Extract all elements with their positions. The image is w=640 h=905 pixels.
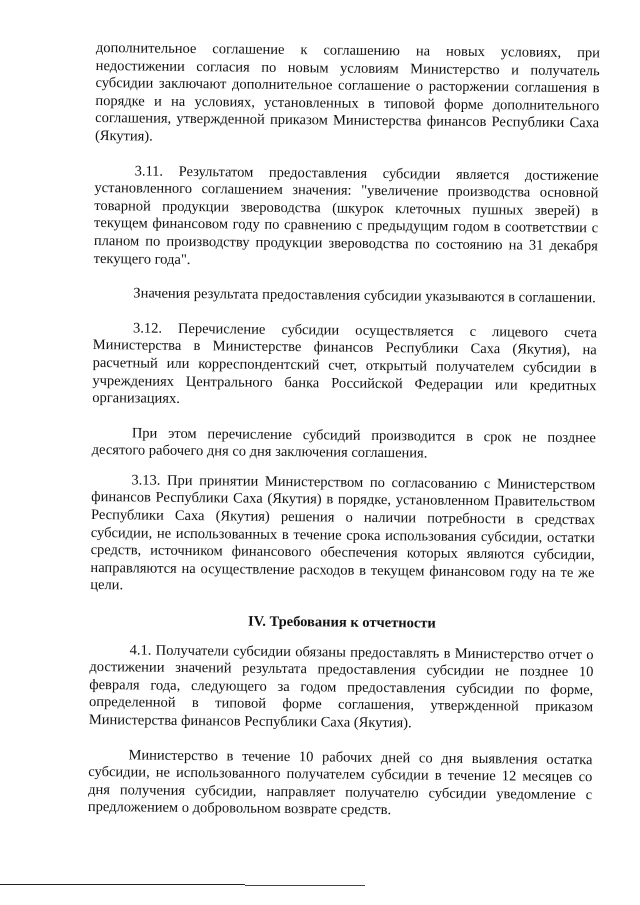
paragraph-continuation: дополнительное соглашение к соглашению на новых условиях, при недостижении согласия по новым условиям Министерство и получатель субсидии заключают дополнительное соглашение о расторжении соглашения в порядке и на условиях, установленных в типовой форме дополнительного соглашения, утвержденной приказом Министерства финансов Республики Саха (Якутия).	[94, 40, 600, 145]
footer-rule	[0, 884, 245, 885]
paragraph-3-13: 3.13. При принятии Министерством по согласованию с Министерством финансов Республики Саха (Якутия) в порядке, установленном Правительством Республики Саха (Якутия) решения о наличии потребности в средствах субсидии, не использованных в течение срока использования субсидии, остатки средств, источником финансового обеспечения которых являются субсидии, направляются на осуществление расходов в текущем финансовом году на те же цели.	[90, 472, 596, 594]
paragraph-refund-notice: Министерство в течение 10 рабочих дней со дня выявления остатка субсидии, не использованного получателем субсидии в течение 12 месяцев со дня получения субсидии, направляет получателю субсидии уведомление с предложением о добровольном возврате средств.	[87, 746, 593, 819]
paragraph-3-12: 3.12. Перечисление субсидии осуществляется с лицевого счета Министерства в Министерстве финансов Республики Саха (Якутия), на расчетный или корреспондентский счет, открытый получателем субсидии в учреждениях Центрального банка Российской Федерации или кредитных организациях.	[92, 320, 598, 407]
section-heading: IV. Требования к отчетности	[247, 613, 436, 632]
paragraph-transfer-deadline: При этом перечисление субсидий производится в срок не позднее десятого рабочего дня со дня заключения соглашения.	[91, 425, 596, 462]
paragraph-result-values: Значения результата предоставления субсидии указываются в соглашении.	[133, 285, 596, 307]
paragraph-4-1: 4.1. Получатели субсидии обязаны предоставлять в Министерство отчет о достижении значений результата предоставления субсидии не позднее 10 февраля года, следующего за годом предоставления субсидии по форме, определенной в типовой форме соглашения, утвержденной приказом Министерства финансов Республики Саха (Якутия).	[88, 642, 594, 732]
paragraph-3-11: 3.11. Результатом предоставления субсидии является достижение установленного соглашением значения: "увеличение производства основной товарной продукции звероводства (шкурок клеточных пушных зверей) в текущем финансовом году по сравнению с предыдущим годом в соответствии с планом по производству продукции звероводства по состоянию на 31 декабря текущего года".	[93, 162, 599, 268]
document-body	[88, 40, 600, 822]
footer-rule-tail	[245, 885, 365, 886]
